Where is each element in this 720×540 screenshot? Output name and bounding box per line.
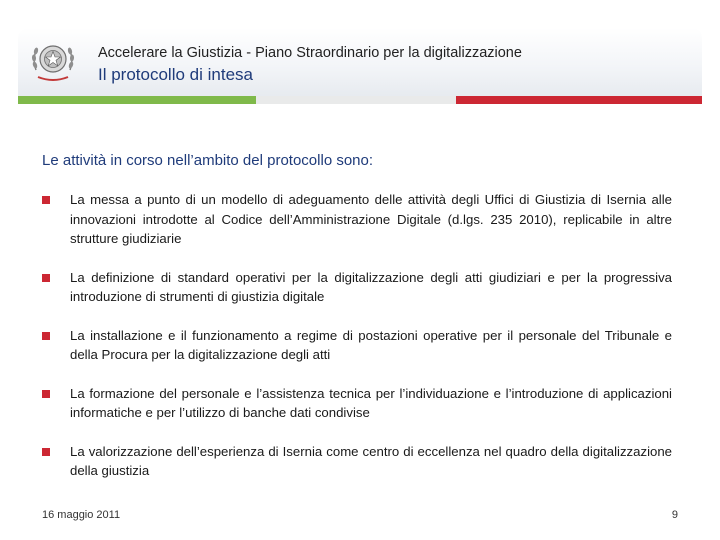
- list-item: [42, 442, 672, 481]
- list-item-text: La messa a punto di un modello di adeguamento delle attività degli Uffici di Giustizia di Isernia alle innovazioni introdotte al Codice dell’Amministrazione Digitale (d.lgs. 235 2010), replicabile in altre strutture giudiziarie: [70, 192, 672, 246]
- square-bullet-icon: [42, 274, 50, 282]
- list-item: [42, 190, 672, 249]
- page-number: 9: [671, 509, 678, 521]
- intro-text: Le attività in corso nell’ambito del protocollo sono:: [42, 152, 374, 169]
- slide-header: [18, 28, 702, 98]
- footer-date: 16 maggio 2011: [42, 509, 121, 521]
- slide-title: Il protocollo di intesa: [98, 65, 253, 84]
- tricolor-green-segment: [18, 96, 256, 104]
- list-item: [42, 326, 672, 365]
- tricolor-white-segment: [256, 96, 456, 104]
- square-bullet-icon: [42, 390, 50, 398]
- list-item-text: La definizione di standard operativi per la digitalizzazione degli atti giudiziari e per la progressiva introduzione di strumenti di giustizia digitale: [70, 269, 672, 304]
- activity-list: [42, 190, 672, 481]
- square-bullet-icon: [42, 196, 50, 204]
- italian-republic-emblem-icon: [28, 35, 78, 85]
- list-item: [42, 268, 672, 307]
- list-item-text: La valorizzazione dell’esperienza di Isernia come centro di eccellenza nel quadro della digitalizzazione della giustizia: [70, 443, 672, 478]
- list-item-text: La installazione e il funzionamento a regime di postazioni operative per il personale del Tribunale e della Procura per la digitalizzazione degli atti: [70, 327, 672, 362]
- tricolor-red-segment: [456, 96, 702, 104]
- square-bullet-icon: [42, 332, 50, 340]
- list-item-text: La formazione del personale e l’assistenza tecnica per l’individuazione e l’introduzione di applicazioni informatiche e per l’utilizzo di banche dati condivise: [70, 385, 672, 420]
- header-subtitle: Accelerare la Giustizia - Piano Straordinario per la digitalizzazione: [98, 45, 522, 61]
- list-item: [42, 384, 672, 423]
- tricolor-bar: [18, 96, 702, 104]
- square-bullet-icon: [42, 448, 50, 456]
